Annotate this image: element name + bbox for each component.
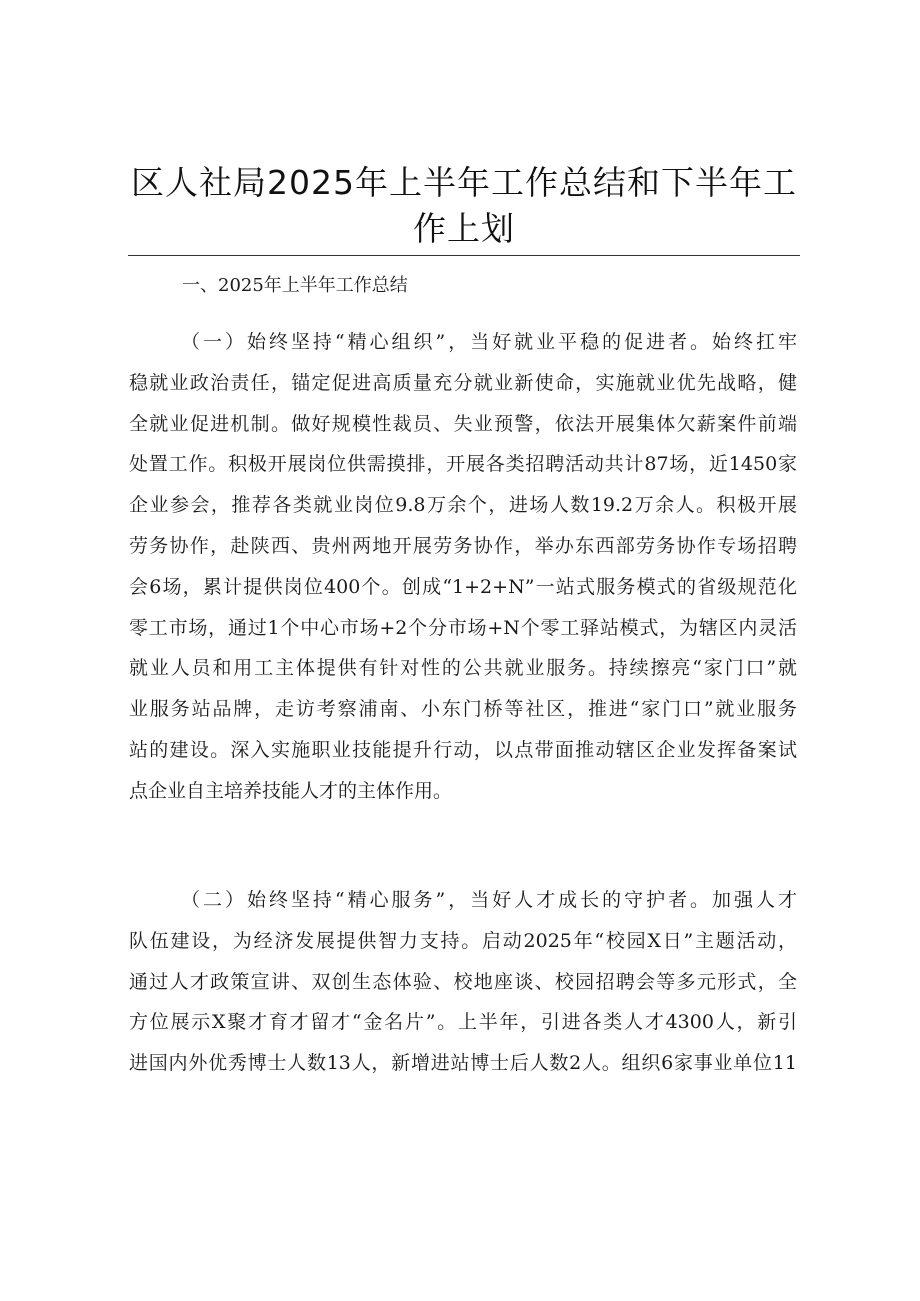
paragraph-line: 零工市场，通过1个中心市场+2个分市场+N个零工驿站模式，为辖区内灵活 [129,616,797,639]
paragraph-talent [129,880,797,1084]
paragraph-line: 处置工作。积极开展岗位供需摸排，开展各类招聘活动共计87场，近1450家 [129,453,797,476]
paragraph-line: 通过人才政策宣讲、双创生态体验、校地座谈、校园招聘会等多元形式，全 [129,970,797,993]
paragraph-line: 全就业促进机制。做好规模性裁员、失业预警，依法开展集体欠薪案件前端 [129,412,797,435]
title-line-2: 作上划 [413,209,515,248]
paragraph-line: 会6场，累计提供岗位400个。创成“1+2+N”一站式服务模式的省级规范化 [129,575,797,598]
title-underline [128,255,800,256]
title-line-1: 区人社局2025年上半年工作总结和下半年工 [131,163,797,202]
paragraph-line: 队伍建设，为经济发展提供智力支持。启动2025年“校园X日”主题活动， [129,929,797,952]
paragraph-line: （一）始终坚持“精心组织”，当好就业平稳的促进者。始终扛牢 [181,331,797,353]
paragraph-line: 稳就业政治责任，锚定促进高质量充分就业新使命，实施就业优先战略，健 [129,371,797,394]
paragraph-line: 站的建设。深入实施职业技能提升行动，以点带面推动辖区企业发挥备案试 [129,738,797,761]
paragraph-line: 进国内外优秀博士人数13人，新增进站博士后人数2人。组织6家事业单位11 [129,1052,797,1075]
paragraph-line: 劳务协作，赴陕西、贵州两地开展劳务协作，举办东西部劳务协作专场招聘 [129,534,797,557]
document-title [128,160,800,252]
section-heading: 一、2025年上半年工作总结 [182,275,408,296]
paragraph-line: 就业人员和用工主体提供有针对性的公共就业服务。持续擦亮“家门口”就 [129,657,797,680]
paragraph-line: 方位展示X聚才育才留才“金名片”。上半年，引进各类人才4300人，新引 [129,1011,797,1034]
paragraph-line: （二）始终坚持“精心服务”，当好人才成长的守护者。加强人才 [181,889,797,911]
paragraph-line: 业服务站品牌，走访考察浦南、小东门桥等社区，推进“家门口”就业服务 [129,698,797,721]
paragraph-line: 企业参会，推荐各类就业岗位9.8万余个，进场人数19.2万余人。积极开展 [129,494,797,517]
paragraph-employment [129,322,797,812]
paragraph-line: 点企业自主培养技能人才的主体作用。 [129,779,453,802]
